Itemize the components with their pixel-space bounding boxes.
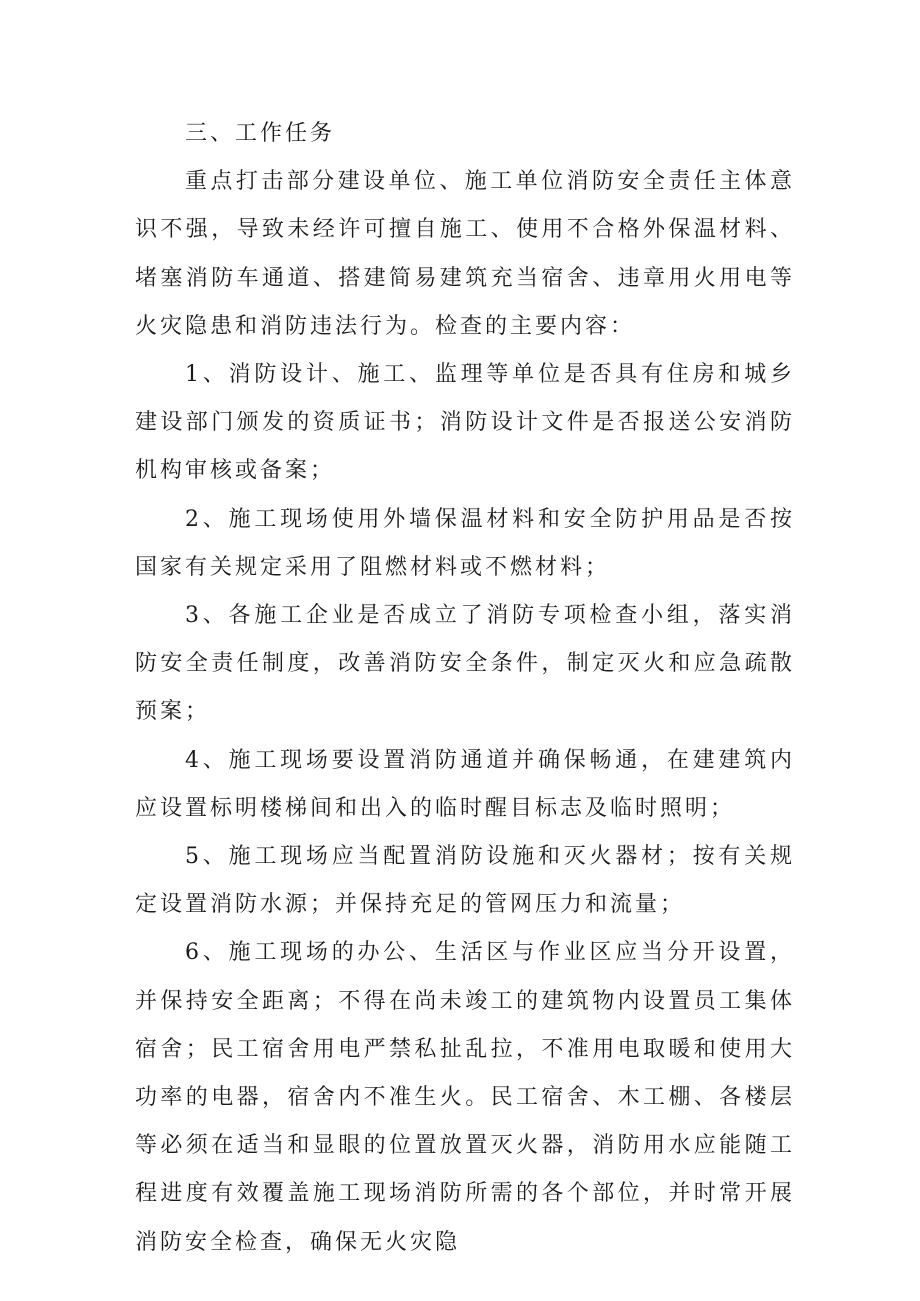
- section-heading: 三、工作任务: [185, 121, 336, 146]
- list-item-5: 5、施工现场应当配置消防设施和灭火器材；按有关规定设置消防水源；并保持充足的管网压力和流量；: [135, 844, 795, 918]
- list-item-3: 3、各施工企业是否成立了消防专项检查小组，落实消防安全责任制度，改善消防安全条件，制定灭火和应急疏散预案；: [135, 603, 795, 725]
- list-item-6: 6、施工现场的办公、生活区与作业区应当分开设置，并保持安全距离；不得在尚未竣工的建筑物内设置员工集体宿舍；民工宿舍用电严禁私扯乱拉，不准用电取暖和使用大功率的电器，宿舍内不准生火。民工宿舍、木工棚、各楼层等必须在适当和显眼的位置放置灭火器，消防用水应能随工程进度有效覆盖施工现场消防所需的各个部位，并时常开展消防安全检查，确保无火灾隐: [135, 940, 795, 1255]
- list-item-2: 2、施工现场使用外墙保温材料和安全防护用品是否按国家有关规定采用了阻燃材料或不燃材料；: [135, 506, 795, 580]
- list-item-1: 1、消防设计、施工、监理等单位是否具有住房和城乡建设部门颁发的资质证书；消防设计文件是否报送公安消防机构审核或备案；: [135, 362, 795, 484]
- intro-paragraph: 重点打击部分建设单位、施工单位消防安全责任主体意识不强，导致未经许可擅自施工、使用不合格外保温材料、堵塞消防车通道、搭建简易建筑充当宿舍、违章用火用电等火灾隐患和消防违法行为。检查的主要内容：: [135, 169, 795, 339]
- list-item-4: 4、施工现场要设置消防通道并确保畅通，在建建筑内应设置标明楼梯间和出入的临时醒目标志及临时照明；: [135, 747, 795, 821]
- document-body: [135, 110, 795, 1267]
